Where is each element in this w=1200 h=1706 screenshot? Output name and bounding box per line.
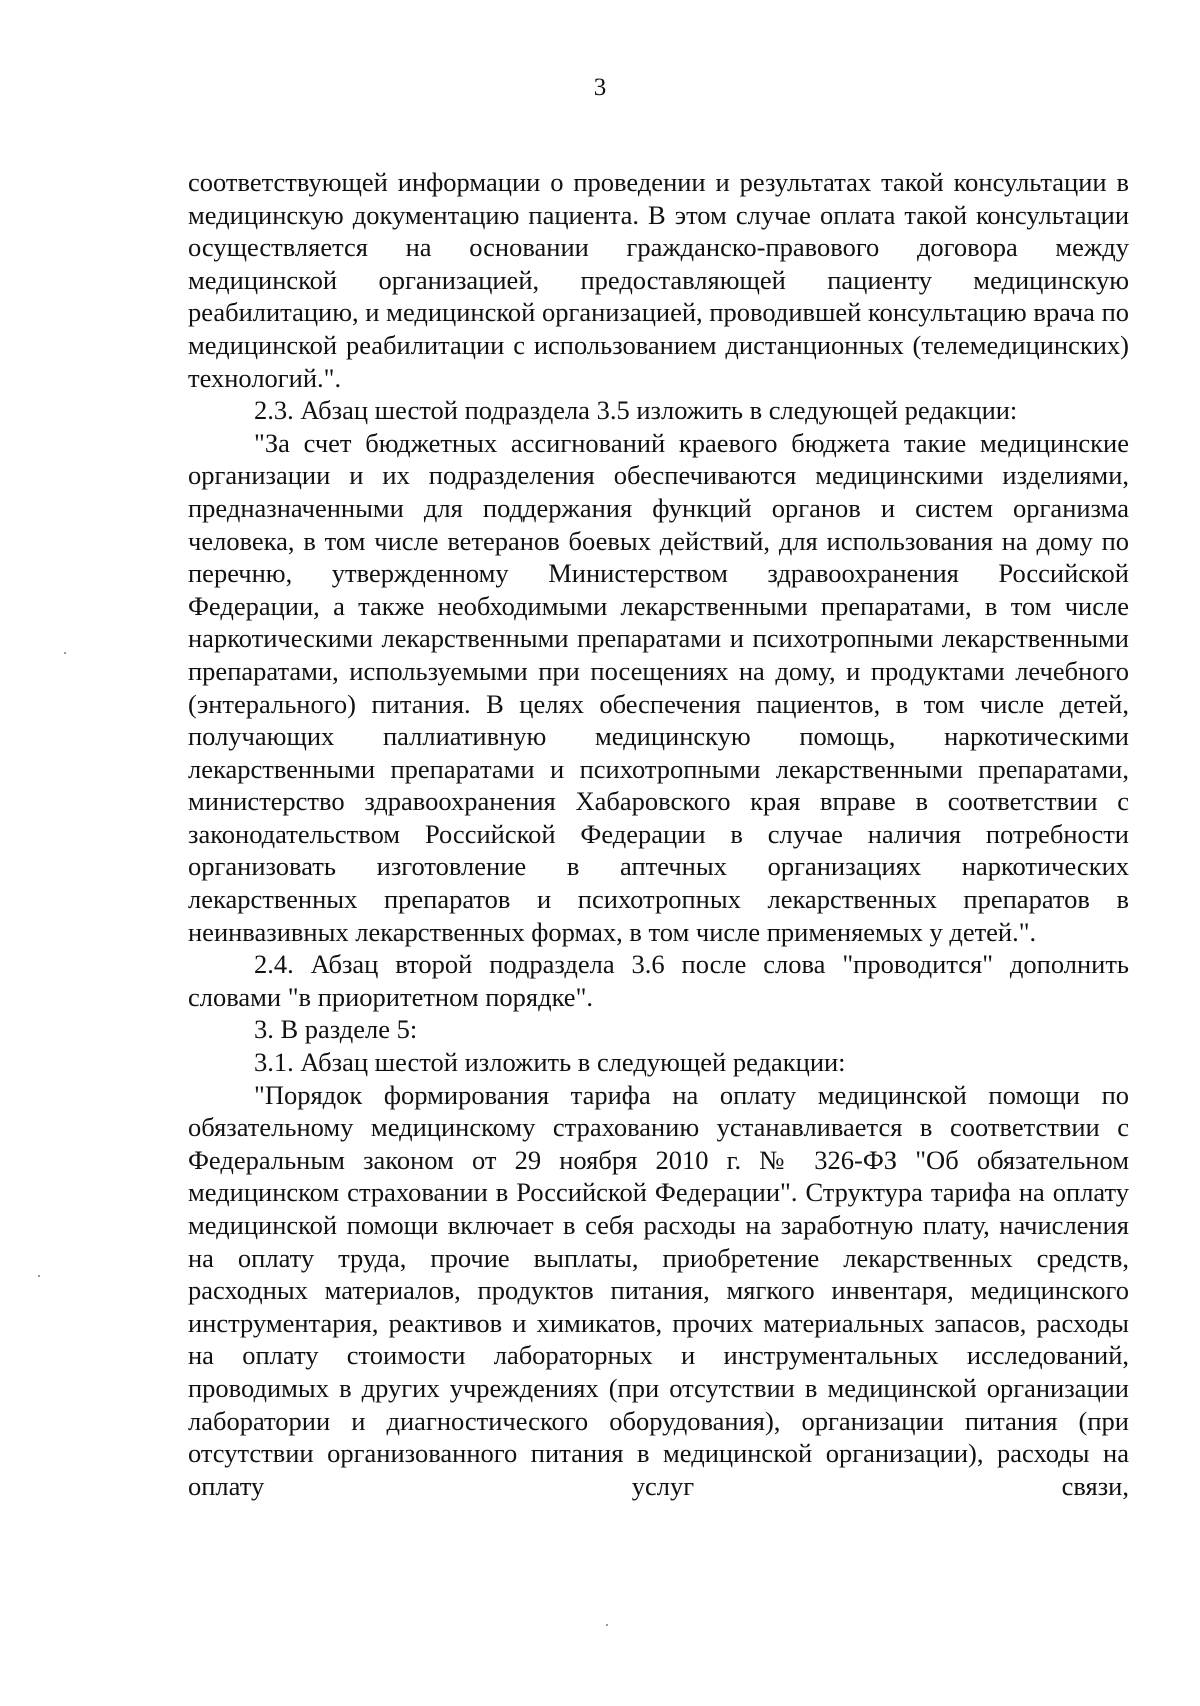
paragraph-item-2-3-text: "За счет бюджетных ассигнований краевого бюджета такие медицинские организации и их подразделения обеспечиваются медицинскими изделиями, предназначенными для поддержания функций органов и систем организма человека, в том числе ветеранов боевых действий, для использования на дому по перечню, утвержденному Министерством здравоохранения Российской Федерации, а также необходимыми лекарственными препаратами, в том числе наркотическими лекарственными препаратами и психотропными лекарственными препаратами, используемыми при посещениях на дому, и продуктами лечебного (энтерального) питания. В целях обеспечения пациентов, в том числе детей, получающих паллиативную медицинскую помощь, наркотическими лекарственными препаратами и психотропными лекарственными препаратами, министерство здравоохранения Хабаровского края вправе в соответствии с законодательством Российской Федерации в случае наличия потребности организовать изготовление в аптечных организациях наркотических лекарственных препаратов и психотропных лекарственных препаратов в неинвазивных лекарственных формах, в том числе применяемых у детей.". — [188, 427, 1129, 947]
document-body — [188, 166, 1129, 1502]
paragraph-item-2-3: 2.3. Абзац шестой подраздела 3.5 изложить в следующей редакции: — [254, 395, 1018, 426]
scan-speck — [38, 1275, 40, 1277]
paragraph-item-3: 3. В разделе 5: — [254, 1014, 418, 1045]
paragraph-consultation-continuation: соответствующей информации о проведении и результатах такой консультации в медицинскую документацию пациента. В этом случае оплата такой консультации осуществляется на основании гражданско-правового договора между медицинской организацией, предоставляющей пациенту медицинскую реабилитацию, и медицинской организацией, проводившей консультацию врача по медицинской реабилитации с использованием дистанционных (телемедицинских) технологий.". — [188, 167, 1129, 393]
scan-speck — [64, 652, 66, 654]
page-number: 3 — [593, 74, 607, 101]
paragraph-item-3-1-text: "Порядок формирования тарифа на оплату медицинской помощи по обязательному медицинскому страхованию устанавливается в соответствии с Федеральным законом от 29 ноября 2010 г. № 326-ФЗ "Об обязательном медицинском страховании в Российской Федерации". Структура тарифа на оплату медицинской помощи включает в себя расходы на заработную плату, начисления на оплату труда, прочие выплаты, приобретение лекарственных средств, расходных материалов, продуктов питания, мягкого инвентаря, медицинского инструментария, реактивов и химикатов, прочих материальных запасов, расходы на оплату стоимости лабораторных и инструментальных исследований, проводимых в других учреждениях (при отсутствии в медицинской организации лаборатории и диагностического оборудования), организации питания (при отсутствии организованного питания в медицинской организации), расходы на оплату услуг связи, — [188, 1079, 1129, 1501]
paragraph-item-3-1: 3.1. Абзац шестой изложить в следующей редакции: — [254, 1047, 846, 1078]
paragraph-item-2-4: 2.4. Абзац второй подраздела 3.6 после слова "проводится" дополнить словами "в приоритетном порядке". — [188, 949, 1129, 1012]
scan-speck — [606, 1624, 608, 1626]
